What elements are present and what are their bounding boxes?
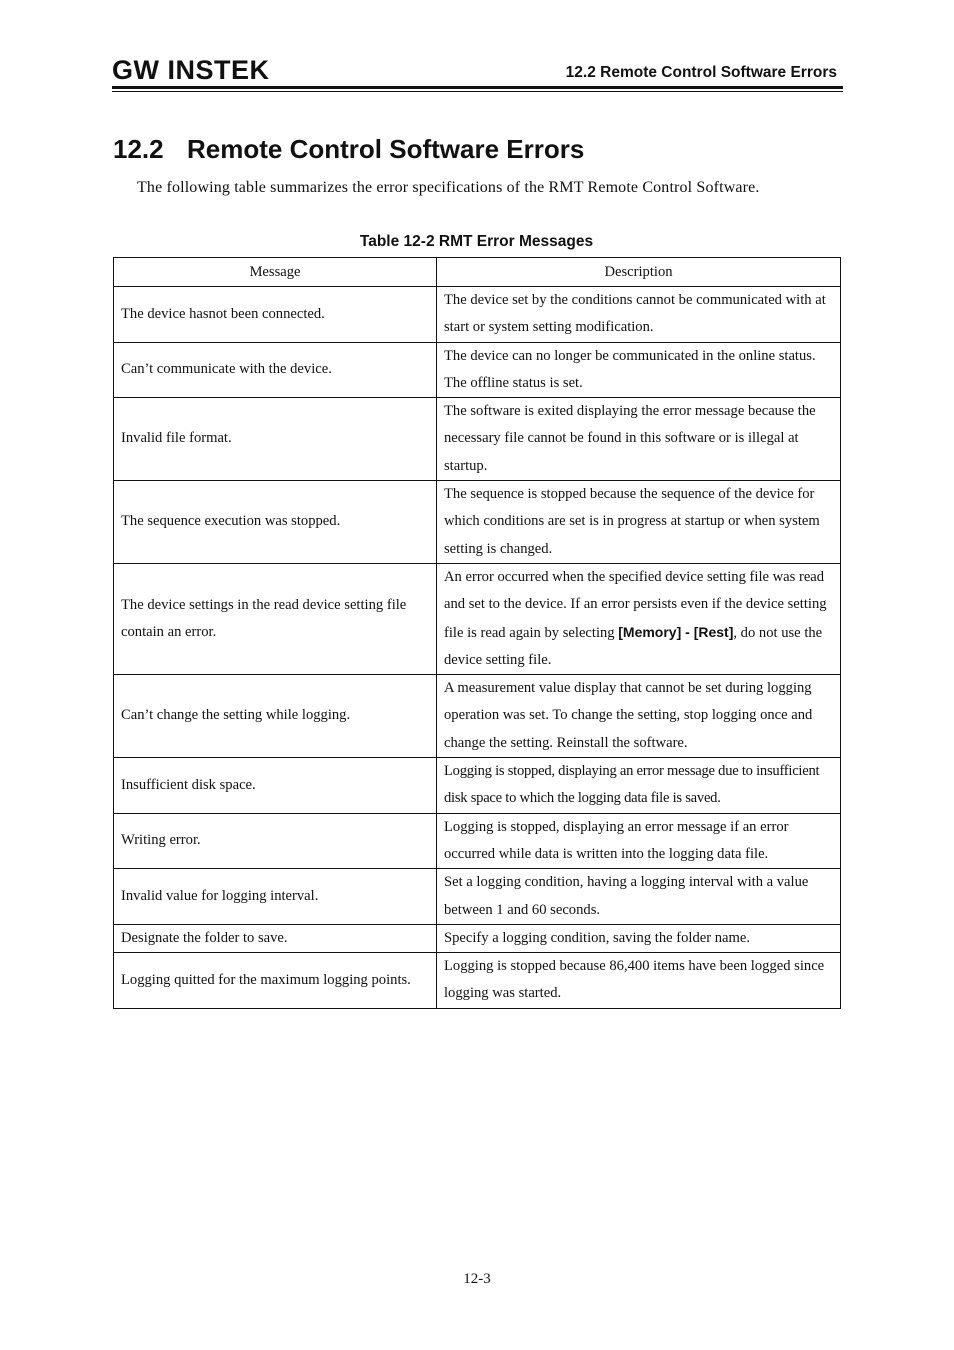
description-cell: The device set by the conditions cannot be communicated with at start or system setting modification. — [437, 287, 841, 343]
description-cell: A measurement value display that cannot be set during logging operation was set. To change the setting, stop logging once and change the setting. Reinstall the software. — [437, 675, 841, 758]
description-text: , do not use the device setting file. — [444, 624, 823, 668]
description-cell: Specify a logging condition, saving the folder name. — [437, 924, 841, 952]
table-row — [114, 342, 841, 398]
message-cell: Designate the folder to save. — [114, 924, 437, 952]
description-cell — [437, 563, 841, 674]
table-row — [114, 675, 841, 758]
message-cell: Invalid value for logging interval. — [114, 869, 437, 925]
description-cell: Logging is stopped because 86,400 items have been logged since logging was started. — [437, 953, 841, 1009]
description-cell: Logging is stopped, displaying an error message due to insufficient disk space to which the logging data file is saved. — [437, 758, 841, 814]
message-cell: Invalid file format. — [114, 398, 437, 481]
header-rule-thin — [112, 91, 843, 92]
message-cell: The device hasnot been connected. — [114, 287, 437, 343]
description-text: An error occurred when the specified device setting file was read and set to the device. If an error persists even if the device setting file is read again by selecting — [444, 568, 827, 641]
section-heading — [113, 134, 584, 165]
svg-text:GW INSTEK: GW INSTEK — [112, 56, 270, 84]
message-cell: Logging quitted for the maximum logging points. — [114, 953, 437, 1009]
description-cell: Logging is stopped, displaying an error message if an error occurred while data is written into the logging data file. — [437, 813, 841, 869]
header-rule-thick — [112, 86, 843, 89]
column-header-message: Message — [114, 258, 437, 287]
table-row — [114, 287, 841, 343]
description-cell: The software is exited displaying the error message because the necessary file cannot be found in this software or is illegal at startup. — [437, 398, 841, 481]
message-cell: The sequence execution was stopped. — [114, 481, 437, 564]
running-header-title: 12.2 Remote Control Software Errors — [565, 64, 837, 81]
table-header-row — [114, 258, 841, 287]
table-row — [114, 953, 841, 1009]
error-messages-table — [113, 257, 841, 1009]
table-row — [114, 924, 841, 952]
message-cell: Can’t communicate with the device. — [114, 342, 437, 398]
table-row — [114, 398, 841, 481]
message-cell: Can’t change the setting while logging. — [114, 675, 437, 758]
section-title: Remote Control Software Errors — [187, 134, 585, 164]
description-cell: Set a logging condition, having a logging interval with a value between 1 and 60 seconds. — [437, 869, 841, 925]
table-caption: Table 12-2 RMT Error Messages — [359, 233, 594, 250]
table-row — [114, 869, 841, 925]
section-number: 12.2 — [113, 134, 164, 164]
message-cell: The device settings in the read device setting file contain an error. — [114, 563, 437, 674]
table-row — [114, 481, 841, 564]
description-cell: The device can no longer be communicated in the online status. The offline status is set. — [437, 342, 841, 398]
page-number: 12-3 — [463, 1271, 491, 1287]
column-header-description: Description — [437, 258, 841, 287]
table-row — [114, 813, 841, 869]
description-cell: The sequence is stopped because the sequence of the device for which conditions are set is in progress at startup or when system setting is changed. — [437, 481, 841, 564]
message-cell: Writing error. — [114, 813, 437, 869]
intro-paragraph: The following table summarizes the error specifications of the RMT Remote Control Software. — [137, 179, 760, 196]
table-row — [114, 563, 841, 674]
table-row — [114, 758, 841, 814]
menu-path-text: [Memory] - [Rest] — [618, 623, 734, 640]
gw-instek-logo — [112, 56, 278, 84]
message-cell: Insufficient disk space. — [114, 758, 437, 814]
